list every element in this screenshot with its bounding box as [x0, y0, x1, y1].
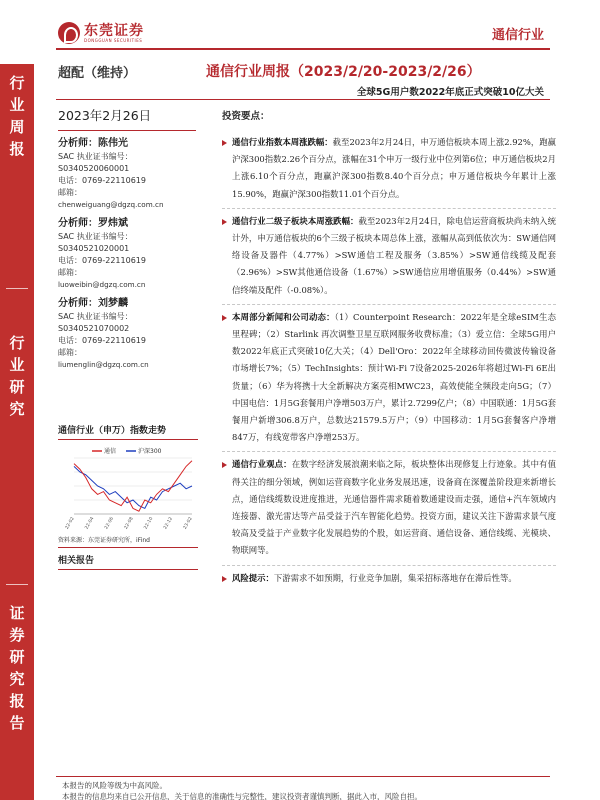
legend-label-hs300: 沪深300	[138, 448, 162, 455]
company-logo	[58, 22, 144, 44]
chart-x-ticks	[64, 516, 194, 530]
index-trend-chart-block	[58, 423, 198, 570]
analyst-email[interactable]: luoweibin@dgzq.com.cn	[58, 280, 146, 289]
chart-x-tick-label: 22-10	[143, 516, 155, 531]
page-header	[0, 0, 600, 52]
point-text: 下游需求不如预期，行业竞争加剧，集采招标落地存在滞后性等。	[273, 572, 517, 583]
chart-x-tick-label: 23-02	[182, 516, 194, 531]
analyst-cert-label: SAC 执业证书编号：	[58, 232, 133, 241]
side-label-research-text: 行 业 研 究	[9, 334, 25, 418]
report-subtitle: 全球5G用户数2022年底正式突破10亿大关	[356, 87, 544, 98]
logo-subtext: DONGGUAN SECURITIES	[84, 37, 143, 43]
chart-x-tick-label: 22-06	[104, 516, 116, 531]
point-text: 在数字经济发展浪潮来临之际，板块整体出现修复上行迹象。其中有值得关注的细分领域，例如运营商数字化业务发展迅速，设备商在深覆盖阶段迎来新增长点，通信线缆数设进度推进，光通信器件需求随着数通建设而走强，通信+汽车领域内连接器、激光雷达等产品受益于汽车智能化趋势。投资方面，建议关注下游需求景气度较高及受益于产业数字化发展趋势的个股，如运营商、通信设备、通信线缆、光模块、物联网等。	[232, 459, 557, 556]
series-line-hs300	[74, 466, 192, 508]
report-title: 通信行业周报（2023/2/20-2023/2/26）	[206, 64, 481, 80]
side-separator	[6, 584, 28, 585]
point-text: 截至2023年2月24日，除电信运营商板块尚未纳入统计外，申万通信板块的6个三级子板块本周总体上涨，涨幅从高到低依次为：SW通信网络设备及器件（4.77%）>SW通信工程及服务（3.85%）>SW通信线缆及配套（2.96%）>SW其他通信设备（1.67%）>SW通信应用增值服务（0.44%）>SW通信终端及配件（-0.08%）。	[232, 215, 556, 295]
footer-risk-level: 本报告的风险等级为中高风险。	[62, 781, 167, 790]
analyst-email[interactable]: chenweiguang@dgzq.com.cn	[58, 200, 164, 209]
legend-label-telecom: 通信	[104, 448, 117, 455]
analyst-name: 分析师：罗炜斌	[58, 218, 128, 229]
point-text: 截至2023年2月24日，申万通信板块本周上涨2.92%，跑赢沪深300指数2.26个百分点，涨幅在31个申万一级行业中位列第6位；申万通信板块2月上涨6.10个百分点，跑赢沪深300指数8.40个百分点；申万通信板块今年累计上涨15.90%，跑赢沪深300指数11.01个百分点。	[232, 137, 557, 199]
analyst-name: 分析师：刘梦麟	[58, 298, 128, 309]
side-label-research	[0, 332, 34, 420]
investment-point	[222, 565, 556, 592]
point-lead: 本周部分新闻和公司动态：	[232, 311, 335, 322]
side-label-securities-text: 证 券 研 究 报 告	[9, 604, 25, 732]
analyst-card	[58, 137, 198, 211]
footer-disclaimer: 本报告的信息均来自已公开信息，关于信息的准确性与完整性，建议投资者谨慎判断，据此入市，风险自担。	[62, 792, 422, 800]
chart-legend	[92, 447, 162, 455]
header-divider	[56, 48, 550, 50]
chart-source: 资料来源：东莞证券研究所，iFind	[58, 535, 198, 548]
side-band	[0, 64, 34, 800]
investment-point	[222, 130, 556, 208]
chart-x-tick-label: 22-04	[84, 516, 96, 531]
chart-x-tick-label: 22-02	[64, 516, 76, 531]
analyst-email-label: 邮箱：	[58, 188, 82, 197]
side-label-weekly-text: 行 业 周 报	[9, 74, 25, 158]
logo-text: 东莞证券	[84, 22, 144, 39]
investment-point	[222, 304, 556, 452]
point-lead: 通信行业指数本周涨跌幅：	[232, 137, 333, 147]
analyst-phone: 电话：0769-22110619	[58, 256, 146, 265]
title-divider	[56, 99, 550, 100]
analyst-card	[58, 217, 198, 291]
analyst-cert-label: SAC 执业证书编号：	[58, 152, 133, 161]
report-date: 2023年2月26日	[58, 108, 152, 123]
chart-x-tick-label: 22-08	[123, 516, 135, 531]
analyst-cert: S0340520060001	[58, 164, 130, 173]
left-column	[58, 104, 198, 371]
analyst-email-label: 邮箱：	[58, 268, 82, 277]
analyst-phone: 电话：0769-22110619	[58, 176, 146, 185]
analyst-email-label: 邮箱：	[58, 348, 82, 357]
analyst-name: 分析师：陈伟光	[58, 138, 128, 149]
analyst-cert-label: SAC 执业证书编号：	[58, 312, 133, 321]
investment-points-title: 投资要点：	[222, 111, 270, 122]
point-lead: 通信行业二级子板块本周涨跌幅：	[232, 215, 359, 226]
analyst-cert: S0340521070002	[58, 324, 130, 333]
right-column	[222, 108, 556, 592]
point-lead: 通信行业观点：	[232, 459, 292, 470]
industry-label: 通信行业	[491, 28, 544, 43]
logo-icon	[58, 22, 80, 44]
related-reports-title[interactable]: 相关报告	[58, 553, 198, 570]
analyst-phone: 电话：0769-22110619	[58, 336, 146, 345]
analyst-email[interactable]: liumenglin@dgzq.com.cn	[58, 360, 149, 369]
side-label-securities	[0, 602, 34, 734]
footer-divider	[56, 776, 550, 777]
side-separator	[6, 288, 28, 289]
rating: 超配（维持）	[58, 66, 137, 81]
investment-point	[222, 208, 556, 304]
point-text: （1）Counterpoint Research：2022年是全球eSIM生态里程碑；（2）Starlink 再次调整卫星互联网服务收费标准；（3）爱立信：全球5G用户数2022年底正式突破10亿大关；（4）Dell'Oro：2022年全球移动回传微波传输设备市场增长7%；（5）TechInsights：预计Wi-Fi 7设备2025-2026年将超过Wi-Fi 6E出货量；（6）华为将携十大全新解决方案亮相MWC23，高效使能全频段走向5G；（7）中国电信：1月5G套餐用户净增503万户，累计2.7299亿户；（8）中国联通：1月5G套餐用户新增306.8万户，总数达21579.5万户；（9）中国移动：1月5G套餐客户净增847万，有线宽带客户净增253万。	[232, 311, 556, 443]
chart-x-tick-label: 22-12	[163, 516, 175, 531]
side-label-weekly	[0, 72, 34, 160]
date-divider	[58, 130, 196, 131]
analyst-cert: S0340521020001	[58, 244, 130, 253]
investment-point	[222, 451, 556, 564]
chart-title: 通信行业（申万）指数走势	[58, 423, 198, 440]
analyst-card	[58, 297, 198, 371]
point-lead: 风险提示：	[232, 572, 274, 583]
index-trend-chart	[58, 442, 198, 534]
